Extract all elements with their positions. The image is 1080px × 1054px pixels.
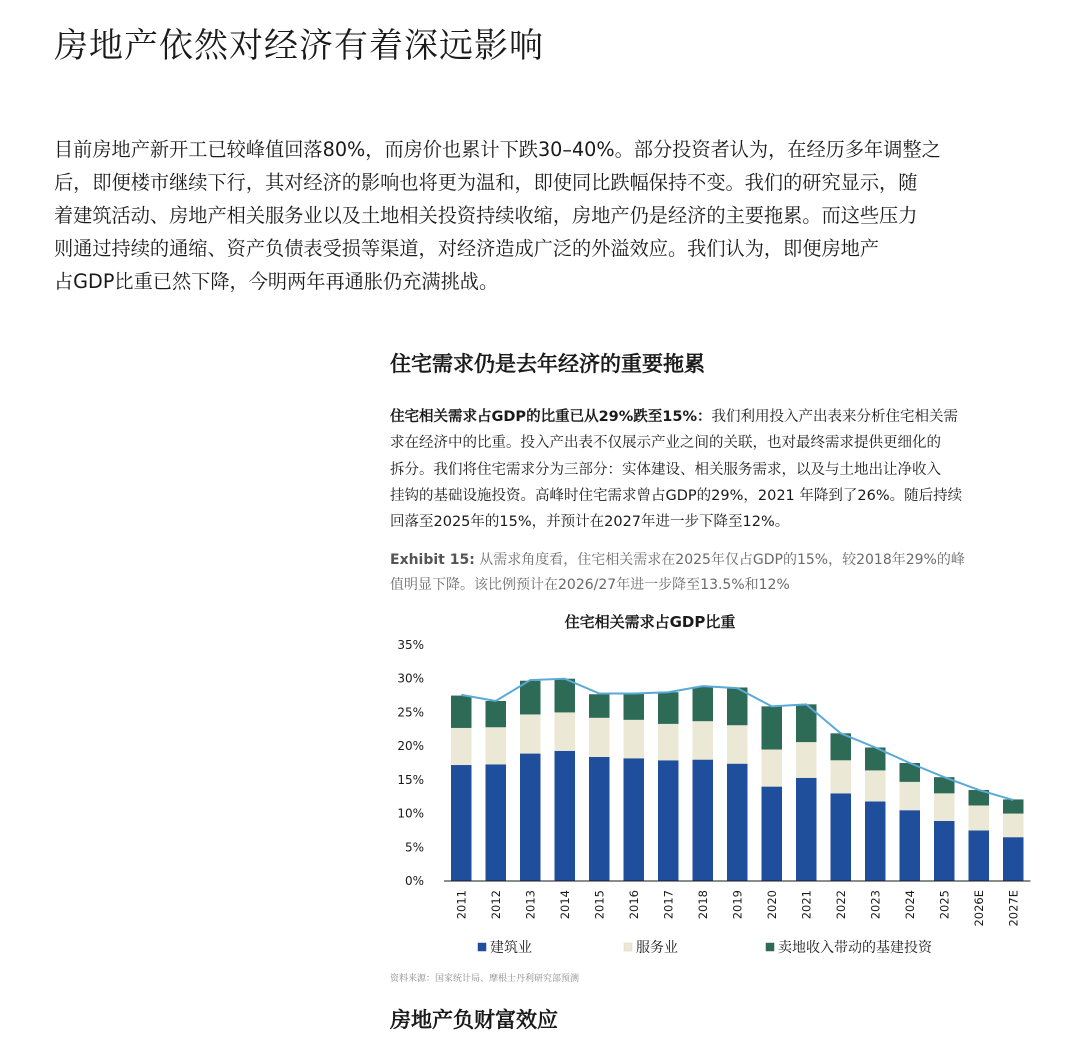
- chart-title: 住宅相关需求占GDP比重: [564, 613, 736, 631]
- bar-segment-服务业: [796, 742, 817, 778]
- x-tick-label: 2021: [799, 890, 814, 920]
- legend-swatch: [478, 943, 486, 951]
- x-tick-label: 2023: [868, 890, 883, 920]
- bar-segment-建筑业: [831, 793, 852, 881]
- bar-segment-服务业: [658, 724, 679, 760]
- legend-label: 服务业: [636, 940, 678, 956]
- bar-segment-建筑业: [520, 754, 541, 881]
- section-paragraph: [390, 404, 1040, 535]
- x-axis: [444, 881, 1031, 927]
- bar-segment-卖地收入带动的基建投资: [624, 694, 645, 720]
- bar-segment-建筑业: [589, 757, 610, 881]
- y-tick-label: 20%: [397, 739, 424, 754]
- x-tick-label: 2013: [523, 890, 538, 920]
- legend-swatch: [766, 943, 774, 951]
- intro-line: 占GDP比重已然下降，今明两年再通胀仍充满挑战。: [54, 270, 499, 293]
- x-tick-label: 2014: [557, 890, 572, 920]
- section-line: 求在经济中的比重。投入产出表不仅展示产业之间的关联，也对最终需求提供更细化的: [390, 435, 941, 452]
- bar-segment-服务业: [520, 714, 541, 753]
- bar-segment-服务业: [762, 750, 783, 787]
- x-tick-label: 2026E: [971, 890, 986, 927]
- y-tick-label: 10%: [397, 806, 424, 821]
- next-section-title: 房地产负财富效应: [390, 1008, 558, 1032]
- x-tick-label: 2025: [937, 890, 952, 920]
- bar-segment-建筑业: [727, 764, 748, 881]
- section-line: 回落至2025年的15%，并预计在2027年进一步下降至12%。: [390, 514, 790, 531]
- exhibit-caption: [390, 548, 1040, 597]
- exhibit-line-text: 从需求角度看，住宅相关需求在2025年仅占GDP的15%，较2018年29%的峰: [479, 552, 965, 568]
- y-tick-label: 35%: [397, 638, 424, 652]
- source-note: 资料来源：国家统计局、摩根士丹利研究部预测: [390, 974, 580, 984]
- bar-segment-建筑业: [900, 810, 921, 881]
- bar-segment-服务业: [969, 805, 990, 830]
- x-tick-label: 2018: [695, 890, 710, 920]
- bar-segment-卖地收入带动的基建投资: [555, 679, 576, 713]
- bar-segment-服务业: [1003, 814, 1024, 838]
- bar-segment-建筑业: [555, 751, 576, 881]
- bar-segment-服务业: [555, 712, 576, 750]
- section-title: 住宅需求仍是去年经济的重要拖累: [390, 352, 705, 376]
- exhibit-label: Exhibit 15:: [390, 552, 475, 568]
- bar-segment-建筑业: [624, 758, 645, 881]
- legend: [478, 939, 933, 956]
- bar-segment-服务业: [900, 782, 921, 810]
- bar-segment-卖地收入带动的基建投资: [1003, 799, 1024, 813]
- x-tick-label: 2024: [902, 890, 917, 920]
- bar-segment-服务业: [934, 793, 955, 821]
- intro-paragraph: [54, 133, 1029, 298]
- bar-segment-卖地收入带动的基建投资: [589, 694, 610, 718]
- section-lead-bold: 住宅相关需求占GDP的比重已从29%跌至15%：: [390, 409, 712, 425]
- x-tick-label: 2020: [764, 890, 779, 920]
- bar-segment-服务业: [865, 770, 886, 801]
- bar-segment-卖地收入带动的基建投资: [658, 692, 679, 724]
- bar-segment-服务业: [831, 760, 852, 793]
- bar-segment-卖地收入带动的基建投资: [486, 701, 507, 727]
- y-tick-label: 5%: [404, 840, 424, 855]
- stacked-bar-chart: [380, 600, 1021, 970]
- x-tick-label: 2019: [730, 890, 745, 920]
- legend-swatch: [624, 943, 632, 951]
- bar-segment-建筑业: [969, 830, 990, 881]
- y-axis: [397, 638, 424, 888]
- exhibit-line: 值明显下降。该比例预计在2026/27年进一步降至13.5%和12%: [390, 576, 790, 593]
- bar-segment-卖地收入带动的基建投资: [520, 681, 541, 715]
- x-tick-label: 2017: [661, 890, 676, 920]
- x-tick-label: 2027E: [1006, 890, 1021, 927]
- bar-segment-服务业: [451, 728, 472, 765]
- bars: [451, 679, 1024, 881]
- section-line: 挂钩的基础设施投资。高峰时住宅需求曾占GDP的29%，2021 年降到了26%。随后持续: [390, 487, 963, 504]
- bar-segment-服务业: [486, 727, 507, 764]
- intro-line: 着建筑活动、房地产相关服务业以及土地相关投资持续收缩，房地产仍是经济的主要拖累。而这些压力: [54, 204, 918, 227]
- bar-segment-服务业: [624, 720, 645, 758]
- bar-segment-建筑业: [693, 760, 714, 881]
- bar-segment-卖地收入带动的基建投资: [451, 696, 472, 728]
- bar-segment-服务业: [693, 721, 714, 759]
- exhibit-line: [390, 548, 1040, 573]
- bar-segment-卖地收入带动的基建投资: [762, 706, 783, 749]
- bar-segment-建筑业: [658, 760, 679, 881]
- bar-segment-建筑业: [762, 787, 783, 881]
- bar-segment-卖地收入带动的基建投资: [831, 733, 852, 760]
- legend-label: 建筑业: [490, 940, 532, 956]
- bar-segment-卖地收入带动的基建投资: [727, 687, 748, 725]
- bar-segment-卖地收入带动的基建投资: [693, 687, 714, 721]
- y-tick-label: 25%: [397, 705, 424, 720]
- intro-line: 则通过持续的通缩、资产负债表受损等渠道，对经济造成广泛的外溢效应。我们认为，即便房地产: [54, 237, 880, 260]
- bar-segment-建筑业: [796, 778, 817, 881]
- section-line: [390, 404, 1040, 430]
- x-tick-label: 2015: [592, 890, 607, 920]
- x-tick-label: 2012: [488, 890, 503, 920]
- page-title: 房地产依然对经济有着深远影响: [54, 26, 544, 66]
- intro-line: 目前房地产新开工已较峰值回落80%，而房价也累计下跌30–40%。部分投资者认为，在经历多年调整之: [54, 138, 941, 161]
- section-line-text: 我们利用投入产出表来分析住宅相关需: [711, 409, 958, 425]
- bar-segment-建筑业: [865, 801, 886, 881]
- intro-line: 后，即便楼市继续下行，其对经济的影响也将更为温和，即使同比跌幅保持不变。我们的研究显示，随: [54, 171, 918, 194]
- y-tick-label: 30%: [397, 671, 424, 686]
- bar-segment-服务业: [589, 718, 610, 757]
- bar-segment-建筑业: [1003, 837, 1024, 881]
- bar-segment-建筑业: [934, 821, 955, 881]
- y-tick-label: 15%: [397, 772, 424, 787]
- bar-segment-服务业: [727, 725, 748, 763]
- x-tick-label: 2022: [833, 890, 848, 920]
- bar-segment-建筑业: [451, 765, 472, 881]
- section-line: 拆分。我们将住宅需求分为三部分：实体建设、相关服务需求，以及与土地出让净收入: [390, 461, 941, 478]
- x-tick-label: 2011: [454, 890, 469, 920]
- x-tick-label: 2016: [626, 890, 641, 920]
- y-tick-label: 0%: [404, 874, 424, 888]
- legend-label: 卖地收入带动的基建投资: [778, 940, 932, 956]
- bar-segment-建筑业: [486, 764, 507, 881]
